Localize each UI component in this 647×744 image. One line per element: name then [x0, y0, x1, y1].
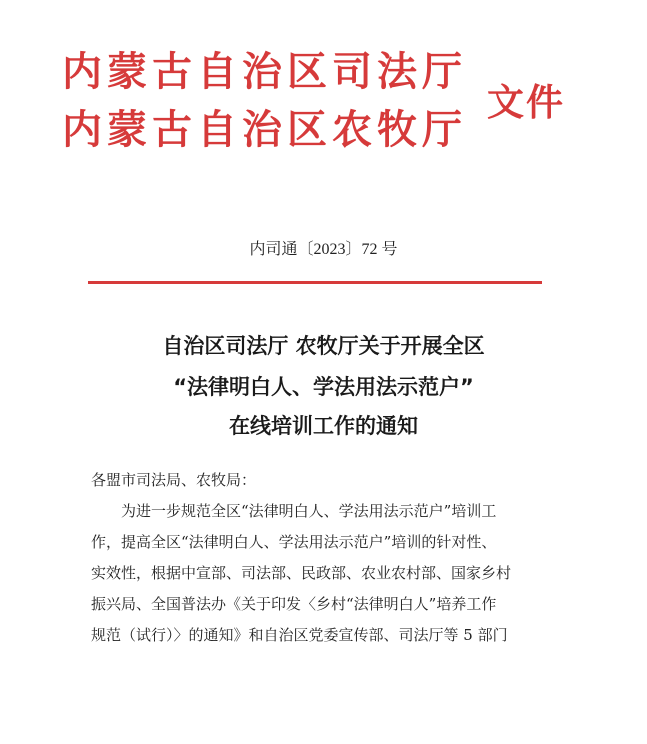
- red-divider-line: [88, 281, 542, 284]
- title-line-1: 自治区司法厅 农牧厅关于开展全区: [162, 334, 485, 358]
- issuer-line-justice-dept: 内蒙古自治区司法厅: [62, 48, 467, 95]
- body-text-line: 为进一步规范全区“法律明白人、学法用法示范户”培训工: [121, 502, 497, 520]
- issuer-line-agriculture-dept: 内蒙古自治区农牧厅: [62, 106, 467, 153]
- title-line-2: “法律明白人、学法用法示范户”: [173, 375, 474, 399]
- body-text-line: 实效性，根据中宣部、司法部、民政部、农业农村部、国家乡村: [91, 564, 512, 582]
- title-line-3: 在线培训工作的通知: [229, 414, 418, 438]
- salutation: 各盟市司法局、农牧局：: [91, 471, 257, 489]
- document-number: 内司通〔2023〕72 号: [249, 241, 398, 258]
- body-text-line: 作，提高全区“法律明白人、学法用法示范户”培训的针对性、: [91, 533, 497, 551]
- document-type-label: 文件: [487, 80, 565, 124]
- body-text-line: 规范（试行）〉的通知》和自治区党委宣传部、司法厅等 5 部门: [91, 626, 508, 644]
- body-text-line: 振兴局、全国普法办《关于印发〈乡村“法律明白人”培养工作: [91, 595, 497, 613]
